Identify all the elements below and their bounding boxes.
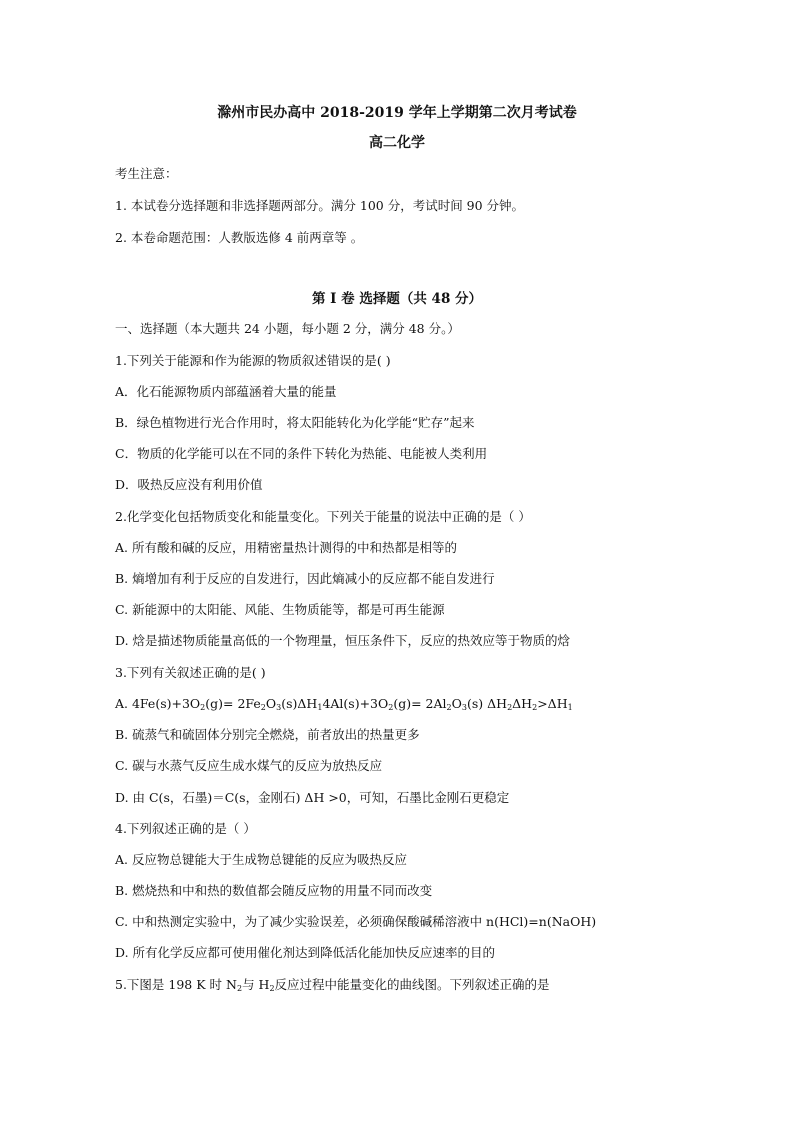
- q5-part: 反应过程中能量变化的曲线图。下列叙述正确的是: [274, 977, 550, 992]
- question-2-option-b: B. 熵增加有利于反应的自发进行，因此熵减小的反应都不能自发进行: [115, 571, 495, 586]
- question-2-option-d: D. 焓是描述物质能量高低的一个物理量，恒压条件下，反应的热效应等于物质的焓: [115, 633, 571, 648]
- q3a-part: (s)ΔH: [281, 696, 318, 711]
- section-intro: 一、选择题（本大题共 24 小题，每小题 2 分，满分 48 分。）: [115, 321, 460, 336]
- question-3-option-b: B. 硫蒸气和硫固体分别完全燃烧，前者放出的热量更多: [115, 727, 420, 742]
- question-1-option-a: A．化石能源物质内部蕴涵着大量的能量: [115, 384, 337, 399]
- q5-part: 与 H: [242, 977, 270, 992]
- section-title: 第 I 卷 选择题（共 48 分）: [311, 291, 483, 307]
- q3a-part: O: [265, 696, 277, 711]
- exam-subject: 高二化学: [369, 135, 425, 151]
- q3a-sub: 2: [507, 703, 513, 712]
- question-4-option-c: C. 中和热测定实验中，为了减少实验误差，必须确保酸碱稀溶液中 n(HCl)=n(NaOH): [115, 914, 597, 929]
- notes-item-1: 1. 本试卷分选择题和非选择题两部分。满分 100 分，考试时间 90 分钟。: [115, 198, 525, 213]
- question-1-option-b: B．绿色植物进行光合作用时，将太阳能转化为化学能“贮存”起来: [115, 415, 475, 430]
- question-3-option-d: D. 由 C(s，石墨)＝C(s，金刚石) ΔH >0，可知，石墨比金刚石更稳定: [115, 790, 510, 805]
- question-4-stem: 4.下列叙述正确的是（ ）: [115, 821, 256, 836]
- q3a-sub: 3: [276, 703, 282, 712]
- q5-part: 5.下图是 198 K 时 N: [115, 977, 237, 992]
- question-4-option-b: B. 燃烧热和中和热的数值都会随反应物的用量不同而改变: [115, 883, 433, 898]
- q5-sub: 2: [236, 984, 243, 993]
- q3a-part: (s) ΔH: [466, 696, 508, 711]
- question-5-stem: [115, 976, 550, 994]
- q3a-sub: 2: [532, 703, 538, 712]
- question-1-stem: 1.下列关于能源和作为能源的物质叙述错误的是( ): [115, 353, 391, 368]
- question-1-option-d: D．吸热反应没有利用价值: [115, 477, 263, 492]
- q3a-sub: 3: [461, 703, 467, 712]
- question-3-stem: 3.下列有关叙述正确的是( ): [115, 665, 266, 680]
- q3a-sub: 2: [388, 703, 394, 712]
- q3a-part: O: [451, 696, 462, 711]
- q3a-part: (g)= 2Al: [393, 696, 447, 711]
- question-2-option-a: A. 所有酸和碱的反应，用精密量热计测得的中和热都是相等的: [115, 540, 457, 555]
- question-1-option-c: C．物质的化学能可以在不同的条件下转化为热能、电能被人类利用: [115, 446, 488, 461]
- question-2-option-c: C. 新能源中的太阳能、风能、生物质能等，都是可再生能源: [115, 602, 445, 617]
- q3a-part: >ΔH: [537, 696, 568, 711]
- q3a-sub: 2: [260, 703, 266, 712]
- q3a-sub: 1: [317, 703, 323, 712]
- question-2-stem: 2.化学变化包括物质变化和能量变化。下列关于能量的说法中正确的是（ ）: [115, 509, 531, 524]
- notes-heading: 考生注意：: [115, 166, 178, 181]
- question-3-option-a: [115, 695, 573, 713]
- q3a-part: A. 4Fe(s)+3O: [115, 696, 201, 711]
- question-4-option-a: A. 反应物总键能大于生成物总键能的反应为吸热反应: [115, 852, 407, 867]
- q3a-part: (g)= 2Fe: [205, 696, 261, 711]
- q3a-sub: 2: [200, 703, 206, 712]
- question-4-option-d: D. 所有化学反应都可使用催化剂达到降低活化能加快反应速率的目的: [115, 945, 496, 960]
- q3a-sub: 2: [446, 703, 452, 712]
- q3a-part: ΔH: [512, 696, 533, 711]
- question-3-option-c: C. 碳与水蒸气反应生成水煤气的反应为放热反应: [115, 758, 383, 773]
- notes-item-2: 2. 本卷命题范围：人教版选修 4 前两章等 。: [115, 230, 364, 245]
- q5-sub: 2: [269, 984, 275, 993]
- q3a-sub: 1: [567, 703, 573, 712]
- exam-title: 滁州市民办高中 2018-2019 学年上学期第二次月考试卷: [217, 105, 577, 121]
- q3a-part: 4Al(s)+3O: [322, 696, 389, 711]
